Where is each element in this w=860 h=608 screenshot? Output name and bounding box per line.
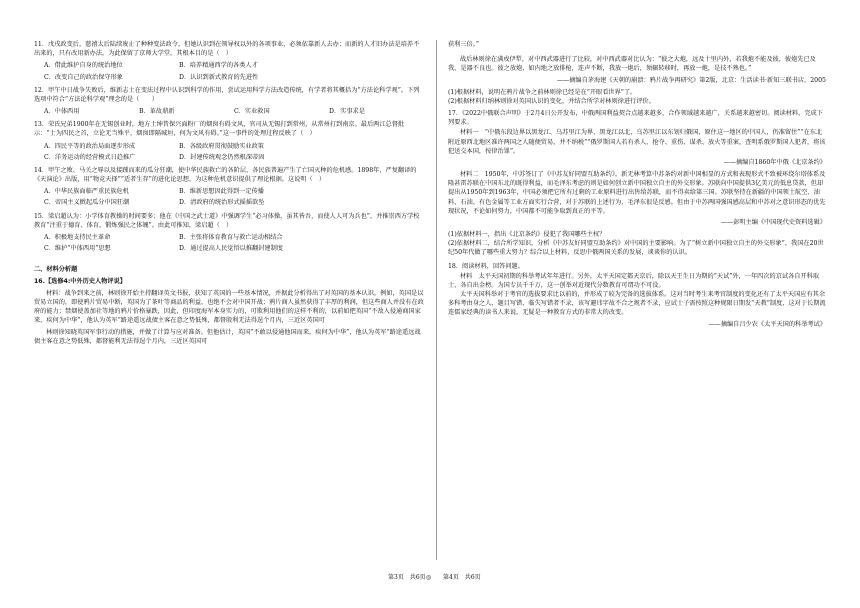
option-b[interactable]: B．培养精通西学的各类人才 (179, 62, 258, 70)
left-column (34, 40, 424, 347)
material-paragraph: 材料：战争到来之前，林则徐开始主持翻译英文书报，获知了英国的一些基本情况，并据此分析得出了对英国的基本认识。例如，英国是以贸易立国的，即使鸦片贸易中断，英国为了茶叶等商品的利益，也绝不会对中国开战；鸦片商人虽然获得了丰厚的利润，但这些商人并没有在政府的能力；禁烟使盖加社等地的鸦片价格暴跌，因此，但印度海军本身实力的，可欺利用他们的这样不利的，以前如把英国“不敌入侵通商国家来，疾何为中华”，他认为英军“路途遥远战债主客在意之势低殊，都督殷利无法得逞个月内，三近区英国可 (34, 289, 424, 325)
option-b[interactable]: B．主张将体育教育与救亡运动相结合 (179, 233, 283, 241)
options (44, 142, 424, 162)
question-11 (34, 40, 424, 82)
material-two: 材料二 1950年，中苏签订了《中苏友好同盟互助条约》。新无林考算中苏条约对新中国相显的方式和表现形式不致被环绕尔塔体系及隆甚雷苏联在中国东北的既得利益，而毛泽东考虑的则是如何创立新中国独立自主的外交形象。苏联向中国提供3亿美元的低息贷款，但却提出从1950年到1963年，中国必须把它所有过剩的工业原料进行出售给苏联，而不得卖给第三国。苏联坚持在新疆的中国领土航空、油料、石油、有色金属等工业方面实行合营，对于苏联的上述行为，毛泽东很是反感。但由于中苏两国强国感高层和中苏对之意识形态的优先现状况，不论如何努力，中国都不可能争取到真正的平等。 (448, 171, 826, 215)
option-c[interactable]: C．帝国主义掀起瓜分中国狂潮 (44, 199, 130, 207)
option-b[interactable]: B．各级政府贯彻鼓励实业政策 (179, 142, 264, 150)
material-paragraph: 林则徐知晓英国军事行动的措施，并做了计算与应对准备。但他估计，英国“不敢以侵通他国而来，疾何为中华”，他认为英军“路途遥远战债主客在意之势低殊，都督能利无法得逞个月内，三近区英国可 (34, 329, 421, 346)
option-d[interactable]: D．清政府的统治形式摇摇欲坠 (179, 199, 265, 207)
option-d[interactable]: D．实事求是 (329, 108, 365, 116)
option-a[interactable]: A．中华民族面临严重民族危机 (44, 188, 129, 196)
material-continuation: 获利三倍。” (448, 41, 480, 48)
option-a[interactable]: A．中体西用 (44, 108, 80, 116)
option-d[interactable]: D．认识到新式教育的先进性 (179, 73, 259, 81)
source-citation: ——摘编自1860年中俄《北京条约》 (723, 158, 826, 166)
question-stem: 14．甲午之败、马关之辱以及接踵而来的瓜分狂潮，使中华民族救亡的各阶层、各民族普遍产生了亡国灭种的危机感。1898年，严复翻译的《天演论》出版，用“物竞天择”“适者生存”的进化论思想，为这种危机意识提供了理论根据。这说明（ ） (34, 166, 417, 184)
page-number-left: 第3页 共6页 (388, 574, 426, 581)
material-paragraph: 材料 太平天国初期的科举考试年年进行。另外，太平天国定都天京后，除以天王生日为期的“天试”外，一年四次的京试各自开科取士，各自出金榜。为国专员千千万，这一创举对近现代分数教育可谓功不可没。 (448, 272, 820, 289)
question-14 (34, 166, 424, 208)
option-b[interactable]: B．革故鼎新 (139, 108, 175, 116)
option-d[interactable]: D．通过提高人民觉悟以推翻封建制度 (179, 245, 283, 253)
source-citation: ——摘编自吕少农《太平天国的科举考试》 (708, 320, 826, 328)
question-17-stem: 17．《2022中俄联合声明》于2月4日公开发布，中俄两国利益契合点越来越多，合作领域越来越广，关系越来越密切。阅读材料，完成下列要求。 (448, 110, 823, 127)
question-18-stem: 18．阅读材料，回答问题。 (448, 262, 524, 270)
question-stem: 15．梁启超认为：小学体育教操的时间要多；他在《中国之武士道》中强调学生“必习体操，虽其皆吾，而使人人可为兵也”，并推崇西方学校教育“注重于德育、体育，锻炼强民之体魄”。由此可推知，梁启超（ ） (34, 212, 420, 229)
material-one: 材料一 “中俄东段边界以黑龙江、乌苏里江为界，黑龙江以北，乌苏里江以东划归俄国，原住这一地区的中国人，仍准留住”“在东北附近原西北地区准许两国之人随便贸易，并不纳税”“俄罗斯国人若有杀人、抢夺、重伤、谋杀、放火等重案，查明系俄罗斯国人犯者，将该犯送交本国，按律治罪”。 (448, 129, 826, 155)
section-title: 二、材料分析题 (34, 266, 78, 274)
options (44, 187, 424, 207)
option-b[interactable]: B．维新思想因此得到一定传播 (179, 188, 264, 196)
question-15 (34, 212, 424, 254)
question-stem: 13．荣氏兄弟1900年在无锡创业时，地方士绅昔保兴面粉厂的烟囱有碍文风，官司从无锡打到常州，从常州打到南京。最后两江总督批示：“士为四民之首，立论无当殊平，烟囱即隔城垣，何为文风有碍。”这一事件的处理过程反映了（ ） (34, 121, 405, 138)
question-13 (34, 120, 424, 162)
option-a[interactable]: A．积极地支持民主革命 (44, 233, 111, 241)
options (44, 61, 424, 81)
sub-question: (2)根据材料归纳林则徐对英国认识的变化，并结合所学对林则徐进行评价。 (448, 97, 655, 105)
column-divider (436, 40, 437, 560)
material-paragraph: 太平天国科举对于考官的选拔要求比以前的，并形成了较为完备的选拔体系。这对当时考生来考官制度的变化还有了太平天国应有其余多科考由身之人，题目写错、临失写错者不录，该写避讳字故不合之规者不录，应试士子需按照这种规限日期发“天教”制度，这对于长期流连儒家经典的读书人来说，无疑是一种教育方式的非常大的改变。 (448, 291, 826, 317)
question-stem: 11．戊戌政变后，慈禧太后陆续废止了种种变法政令，但她认识到在领导权以外的各项事业，必须依靠新人去办；而新的人才旧办法是培养不出来的，只有改用新办法，为此保留了京师大学堂。其根本目的是（ ） (34, 41, 420, 58)
question-16 (34, 277, 424, 346)
right-column (448, 40, 826, 332)
sub-question: (2)依据材料二，结合所学知识，分析《中苏友好同盟互助条约》对中国的主要影响。为了“树立新中国独立自主的外交形象”，我国在20世纪50年代做了哪些重大努力？综合以上材料，反思中俄两国关系的发展，谈谈你的认识。 (448, 240, 824, 257)
question-stem: 12．甲午中日战争失败后，维新志士在变法过程中认识到科学的作用，尝试运用科学方法改造传统，有学者将其概括为“方法论科学观”。下列选项中符合“方法论科学观”理念的是（ ） (34, 86, 420, 103)
page-center-mark: ◎ (426, 574, 432, 581)
options (44, 233, 424, 253)
option-a[interactable]: A．四民平等的政治局面逐步形成 (44, 142, 136, 150)
option-c[interactable]: C．维护“中体西用”思想 (44, 245, 111, 253)
option-d[interactable]: D．封建传统观念仍然根深蒂固 (179, 153, 265, 161)
option-a[interactable]: A．借此维护自身的统治地位 (44, 62, 123, 70)
source-citation: ——摘编自茅海建《天朝的崩溃：鸦片战争再研究》第2版，北京：生活读书·新知三联书店，2005 (556, 76, 826, 84)
page-number-right: 第4页 共6页 (443, 574, 481, 581)
sub-question: (1)根据材料，说明在鸦片战争之前林则徐已经是在“开眼看世界”了。 (448, 88, 637, 96)
question-12 (34, 86, 424, 117)
option-c[interactable]: C．洋务运动的经营模式日趋推广 (44, 153, 136, 161)
option-c[interactable]: C．实业救国 (234, 108, 270, 116)
options (44, 107, 424, 116)
material-paragraph: 战后林则徐在满戍伊犁，对中西武器进行了比较，对中西武器对比认为：“彼之大炮，远及十里内外，若我炮不能及彼，彼炮先已及我，是器不良也。彼之放炮，如内地之放排枪，连声不断，我放一炮后，须辗转移时，再放一炮，是技不熟也。” (448, 56, 816, 73)
source-citation: ——彭明主编《中国现代史资料选辑》 (720, 218, 826, 226)
option-c[interactable]: C．改变自己的政治保守形象 (44, 73, 123, 81)
question-heading: 16.【选修4:中外历史人物评说】 (34, 278, 126, 286)
sub-question: (1)依据材料一，指出《北京条约》侵犯了我国哪些主权？ (448, 231, 606, 239)
